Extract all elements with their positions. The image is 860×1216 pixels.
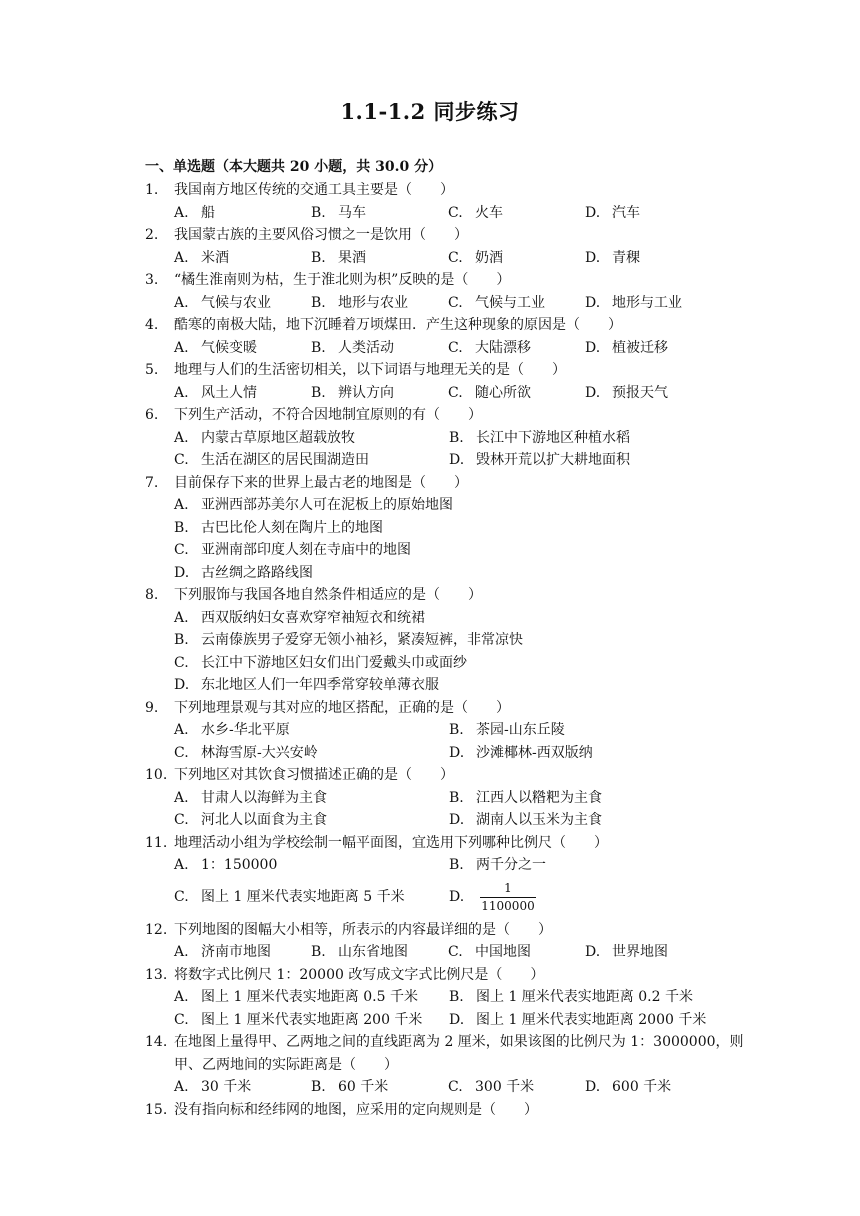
- option-label: B.: [174, 632, 189, 648]
- option-text: 辨认方向: [338, 384, 394, 401]
- option-b: [449, 787, 724, 810]
- question-item: [145, 764, 745, 832]
- option-c: [448, 337, 585, 360]
- option-label: B.: [311, 1079, 326, 1095]
- question-stem: [145, 697, 745, 720]
- question-stem: [145, 224, 745, 247]
- option-b: [311, 292, 448, 315]
- option-text: 古丝绸之路路线图: [201, 564, 313, 581]
- question-stem: [145, 919, 745, 942]
- option-b: [174, 517, 734, 540]
- question-item: [145, 359, 745, 404]
- option-label: C.: [174, 889, 189, 906]
- question-number: 3.: [145, 272, 159, 288]
- option-text: 图上 1 厘米代表实地距离 200 千米: [201, 1011, 423, 1028]
- option-list: [145, 202, 745, 225]
- option-a: [174, 719, 449, 742]
- option-d: [585, 1076, 722, 1099]
- question-number: 5.: [145, 362, 159, 378]
- question-stem: [145, 584, 745, 607]
- option-c: [448, 202, 585, 225]
- option-label: D.: [449, 452, 465, 468]
- fraction-numerator: 1: [504, 881, 512, 895]
- question-item: [145, 314, 745, 359]
- option-c: [174, 742, 449, 765]
- option-c: [448, 1076, 585, 1099]
- option-a: [174, 382, 311, 405]
- section-heading: 一、单选题（本大题共 20 小题，共 30.0 分）: [145, 159, 443, 175]
- question-stem: [145, 1031, 745, 1076]
- option-text: 图上 1 厘米代表实地距离 5 千米: [201, 889, 405, 906]
- option-label: D.: [449, 889, 465, 906]
- option-d: [449, 449, 724, 472]
- option-list: [145, 719, 745, 764]
- question-number: 7.: [145, 474, 159, 491]
- option-label: C.: [448, 339, 463, 356]
- question-text: 下列服饰与我国各地自然条件相适应的是（ ）: [174, 587, 482, 603]
- option-b: [311, 1076, 448, 1099]
- question-stem: [145, 179, 745, 202]
- option-b: [174, 629, 734, 652]
- question-item: [145, 269, 745, 314]
- option-label: A.: [174, 249, 189, 266]
- option-label: D.: [449, 744, 465, 761]
- question-text: 酷寒的南极大陆，地下沉睡着万顷煤田．产生这种现象的原因是（ ）: [174, 317, 622, 333]
- option-d: [585, 382, 722, 405]
- question-list: [145, 179, 745, 1121]
- question-item: [145, 832, 745, 919]
- option-label: C.: [174, 654, 189, 671]
- option-a: [174, 202, 311, 225]
- option-text: 马车: [338, 204, 366, 221]
- scale-fraction: [480, 881, 536, 914]
- option-text: 地形与工业: [612, 294, 682, 311]
- option-label: A.: [174, 789, 189, 806]
- option-text: 济南市地图: [201, 944, 271, 960]
- option-label: C.: [174, 542, 189, 558]
- option-list: [145, 337, 745, 360]
- question-stem: [145, 1099, 745, 1122]
- option-b: [311, 337, 448, 360]
- question-number: 14.: [145, 1034, 168, 1050]
- option-d: [449, 877, 724, 919]
- option-text: 长江中下游地区妇女们出门爱戴头巾或面纱: [201, 654, 467, 671]
- option-label: D.: [585, 294, 601, 311]
- option-text: 图上 1 厘米代表实地距离 0.2 千米: [476, 989, 693, 1005]
- option-label: C.: [448, 204, 463, 221]
- option-list: [145, 986, 745, 1031]
- option-text: 地形与农业: [338, 294, 408, 311]
- option-list: [145, 292, 745, 315]
- option-label: C.: [448, 384, 463, 401]
- question-number: 10.: [145, 767, 168, 783]
- option-a: [174, 427, 449, 450]
- option-label: A.: [174, 1079, 189, 1095]
- option-b: [311, 941, 448, 964]
- option-d: [449, 742, 724, 765]
- question-number: 15.: [145, 1101, 168, 1118]
- option-list: [145, 1076, 745, 1099]
- option-a: [174, 1076, 311, 1099]
- option-text: 河北人以面食为主食: [201, 812, 327, 828]
- option-text: 两千分之一: [476, 857, 546, 873]
- option-label: A.: [174, 339, 189, 356]
- option-text: 古巴比伦人刻在陶片上的地图: [201, 519, 383, 536]
- question-stem: [145, 764, 745, 787]
- option-a: [174, 292, 311, 315]
- option-text: 600 千米: [612, 1079, 672, 1095]
- option-label: D.: [585, 249, 601, 266]
- question-item: [145, 964, 745, 1032]
- question-number: 1.: [145, 182, 159, 198]
- option-text: 茶园-山东丘陵: [476, 722, 565, 738]
- option-text: 气候与农业: [201, 294, 271, 311]
- question-item: [145, 472, 745, 585]
- option-label: A.: [174, 944, 189, 960]
- option-c: [174, 449, 449, 472]
- option-c: [174, 1009, 449, 1032]
- question-item: [145, 404, 745, 472]
- option-label: D.: [174, 677, 190, 693]
- option-label: A.: [174, 857, 189, 873]
- option-list: [145, 607, 745, 697]
- option-text: 长江中下游地区种植水稻: [476, 429, 630, 446]
- fraction-bar: [480, 897, 536, 898]
- option-list: [145, 494, 745, 584]
- option-label: B.: [311, 339, 326, 356]
- option-label: A.: [174, 497, 189, 513]
- option-text: 气候与工业: [475, 294, 545, 311]
- option-text: 大陆漂移: [475, 339, 531, 356]
- option-label: C.: [448, 944, 463, 960]
- question-stem: [145, 269, 745, 292]
- question-item: [145, 224, 745, 269]
- question-number: 8.: [145, 587, 159, 603]
- option-b: [311, 202, 448, 225]
- question-item: [145, 1099, 745, 1122]
- option-text: 奶酒: [475, 249, 503, 266]
- question-number: 11.: [145, 834, 168, 851]
- option-text: 图上 1 厘米代表实地距离 2000 千米: [476, 1011, 707, 1028]
- question-text: 下列生产活动，不符合因地制宜原则的有（ ）: [174, 407, 482, 423]
- option-text: 60 千米: [338, 1079, 389, 1095]
- question-text: 下列地图的图幅大小相等，所表示的内容最详细的是（ ）: [174, 921, 552, 938]
- question-text: 我国南方地区传统的交通工具主要是（ ）: [174, 182, 454, 198]
- option-list: [145, 427, 745, 472]
- option-d: [174, 674, 734, 697]
- option-d: [585, 247, 722, 270]
- option-text: 气候变暖: [201, 339, 257, 356]
- option-text: 中国地图: [475, 944, 531, 960]
- option-c: [174, 877, 449, 919]
- option-label: B.: [311, 294, 326, 311]
- question-text: 目前保存下来的世界上最古老的地图是（ ）: [174, 474, 468, 491]
- option-text: 1：150000: [201, 857, 278, 873]
- question-text: 将数字式比例尺 1：20000 改写成文字式比例尺是（ ）: [174, 966, 545, 983]
- question-item: [145, 584, 745, 697]
- option-label: B.: [311, 249, 326, 266]
- option-label: B.: [311, 944, 326, 960]
- option-label: B.: [311, 204, 326, 221]
- option-text: 毁林开荒以扩大耕地面积: [476, 452, 630, 468]
- option-a: [174, 854, 449, 877]
- option-text: 果酒: [338, 249, 366, 266]
- option-text: 青稞: [612, 249, 640, 266]
- option-label: D.: [449, 812, 465, 828]
- question-number: 6.: [145, 407, 159, 423]
- option-c: [448, 292, 585, 315]
- option-text: 东北地区人们一年四季常穿较单薄衣服: [201, 677, 439, 693]
- option-c: [174, 809, 449, 832]
- question-item: [145, 179, 745, 224]
- option-list: [145, 247, 745, 270]
- option-a: [174, 787, 449, 810]
- option-label: C.: [174, 812, 189, 828]
- question-item: [145, 919, 745, 964]
- question-text: 在地图上量得甲、乙两地之间的直线距离为 2 厘米，如果该图的比例尺为 1：3000000，则甲、乙两地间的实际距离是（ ）: [174, 1034, 744, 1073]
- question-stem: [145, 472, 745, 495]
- option-label: D.: [585, 944, 601, 960]
- option-label: A.: [174, 384, 189, 401]
- option-text: 生活在湖区的居民围湖造田: [201, 452, 369, 468]
- option-text: 西双版纳妇女喜欢穿窄袖短衣和统裙: [201, 609, 425, 626]
- question-stem: [145, 964, 745, 987]
- option-d: [585, 202, 722, 225]
- option-label: B.: [174, 519, 189, 536]
- question-number: 12.: [145, 921, 168, 938]
- option-c: [448, 941, 585, 964]
- option-label: C.: [448, 294, 463, 311]
- option-text: 预报天气: [612, 384, 668, 401]
- option-label: A.: [174, 989, 189, 1005]
- option-label: B.: [449, 789, 464, 806]
- question-text: 没有指向标和经纬网的地图，应采用的定向规则是（ ）: [174, 1101, 538, 1118]
- option-label: D.: [174, 564, 190, 581]
- option-list: [145, 382, 745, 405]
- question-text: 我国蒙古族的主要风俗习惯之一是饮用（ ）: [174, 227, 468, 243]
- option-c: [174, 539, 734, 562]
- option-text: 亚洲西部苏美尔人可在泥板上的原始地图: [201, 497, 453, 513]
- question-number: 13.: [145, 966, 168, 983]
- option-text: 江西人以糌粑为主食: [476, 789, 602, 806]
- option-list: [145, 787, 745, 832]
- question-stem: [145, 359, 745, 382]
- option-text: 人类活动: [338, 339, 394, 356]
- option-list: [145, 854, 745, 919]
- option-label: B.: [311, 384, 326, 401]
- option-text: 山东省地图: [338, 944, 408, 960]
- option-b: [311, 382, 448, 405]
- option-d: [174, 562, 734, 585]
- option-label: A.: [174, 609, 189, 626]
- option-text: 30 千米: [201, 1079, 252, 1095]
- option-label: B.: [449, 989, 464, 1005]
- option-a: [174, 607, 734, 630]
- option-label: C.: [448, 249, 463, 266]
- option-label: D.: [585, 1079, 601, 1095]
- page-title: 1.1-1.2 同步练习: [340, 99, 520, 124]
- question-text: 地理活动小组为学校绘制一幅平面图，宜选用下列哪种比例尺（ ）: [174, 834, 608, 851]
- question-stem: [145, 314, 745, 337]
- option-text: 图上 1 厘米代表实地距离 0.5 千米: [201, 989, 418, 1005]
- question-item: [145, 697, 745, 765]
- question-number: 4.: [145, 317, 159, 333]
- option-label: A.: [174, 204, 189, 221]
- option-label: B.: [449, 857, 464, 873]
- option-a: [174, 494, 734, 517]
- option-text: 内蒙古草原地区超载放牧: [201, 429, 355, 446]
- question-text: 地理与人们的生活密切相关，以下词语与地理无关的是（ ）: [174, 362, 566, 378]
- question-item: [145, 1031, 745, 1099]
- option-d: [449, 1009, 724, 1032]
- option-c: [448, 382, 585, 405]
- question-text: “橘生淮南则为枯，生于淮北则为枳”反映的是（ ）: [174, 272, 511, 288]
- question-stem: [145, 832, 745, 855]
- option-text: 甘肃人以海鲜为主食: [201, 789, 327, 806]
- option-b: [311, 247, 448, 270]
- option-d: [585, 292, 722, 315]
- option-label: D.: [585, 339, 601, 356]
- question-number: 2.: [145, 227, 159, 243]
- option-b: [449, 719, 724, 742]
- option-d: [585, 337, 722, 360]
- option-text: 沙滩椰林-西双版纳: [476, 744, 593, 761]
- option-label: D.: [585, 204, 601, 221]
- option-text: 亚洲南部印度人刻在寺庙中的地图: [201, 542, 411, 558]
- option-label: D.: [449, 1011, 465, 1028]
- option-c: [448, 247, 585, 270]
- option-text: 船: [201, 204, 215, 221]
- option-d: [449, 809, 724, 832]
- option-text: 世界地图: [612, 944, 668, 960]
- option-label: A.: [174, 294, 189, 311]
- question-number: 9.: [145, 699, 159, 716]
- question-text: 下列地理景观与其对应的地区搭配，正确的是（ ）: [174, 699, 510, 716]
- option-label: D.: [585, 384, 601, 401]
- option-text: 湖南人以玉米为主食: [476, 812, 602, 828]
- option-text: 植被迁移: [612, 339, 668, 356]
- option-list: [145, 941, 745, 964]
- option-b: [449, 986, 724, 1009]
- option-text: 林海雪原-大兴安岭: [201, 744, 318, 761]
- option-label: C.: [174, 1011, 189, 1028]
- option-label: C.: [174, 452, 189, 468]
- option-label: C.: [448, 1079, 463, 1095]
- option-a: [174, 337, 311, 360]
- option-text: 300 千米: [475, 1079, 535, 1095]
- option-label: B.: [449, 429, 464, 446]
- option-text: 汽车: [612, 204, 640, 221]
- option-a: [174, 986, 449, 1009]
- option-b: [449, 427, 724, 450]
- question-text: 下列地区对其饮食习惯描述正确的是（ ）: [174, 767, 454, 783]
- option-label: A.: [174, 429, 189, 446]
- option-b: [449, 854, 724, 877]
- option-label: A.: [174, 722, 189, 738]
- option-text: 米酒: [201, 249, 229, 266]
- option-text: 云南傣族男子爱穿无领小袖衫，紧凑短裤，非常凉快: [201, 632, 523, 648]
- option-text: 水乡-华北平原: [201, 722, 290, 738]
- question-stem: [145, 404, 745, 427]
- option-d: [585, 941, 722, 964]
- option-label: C.: [174, 744, 189, 761]
- option-c: [174, 652, 734, 675]
- fraction-denominator: 1100000: [481, 899, 535, 913]
- option-text: 风土人情: [201, 384, 257, 401]
- option-text: 火车: [475, 204, 503, 221]
- option-label: B.: [449, 722, 464, 738]
- option-a: [174, 247, 311, 270]
- option-text: 随心所欲: [475, 384, 531, 401]
- option-a: [174, 941, 311, 964]
